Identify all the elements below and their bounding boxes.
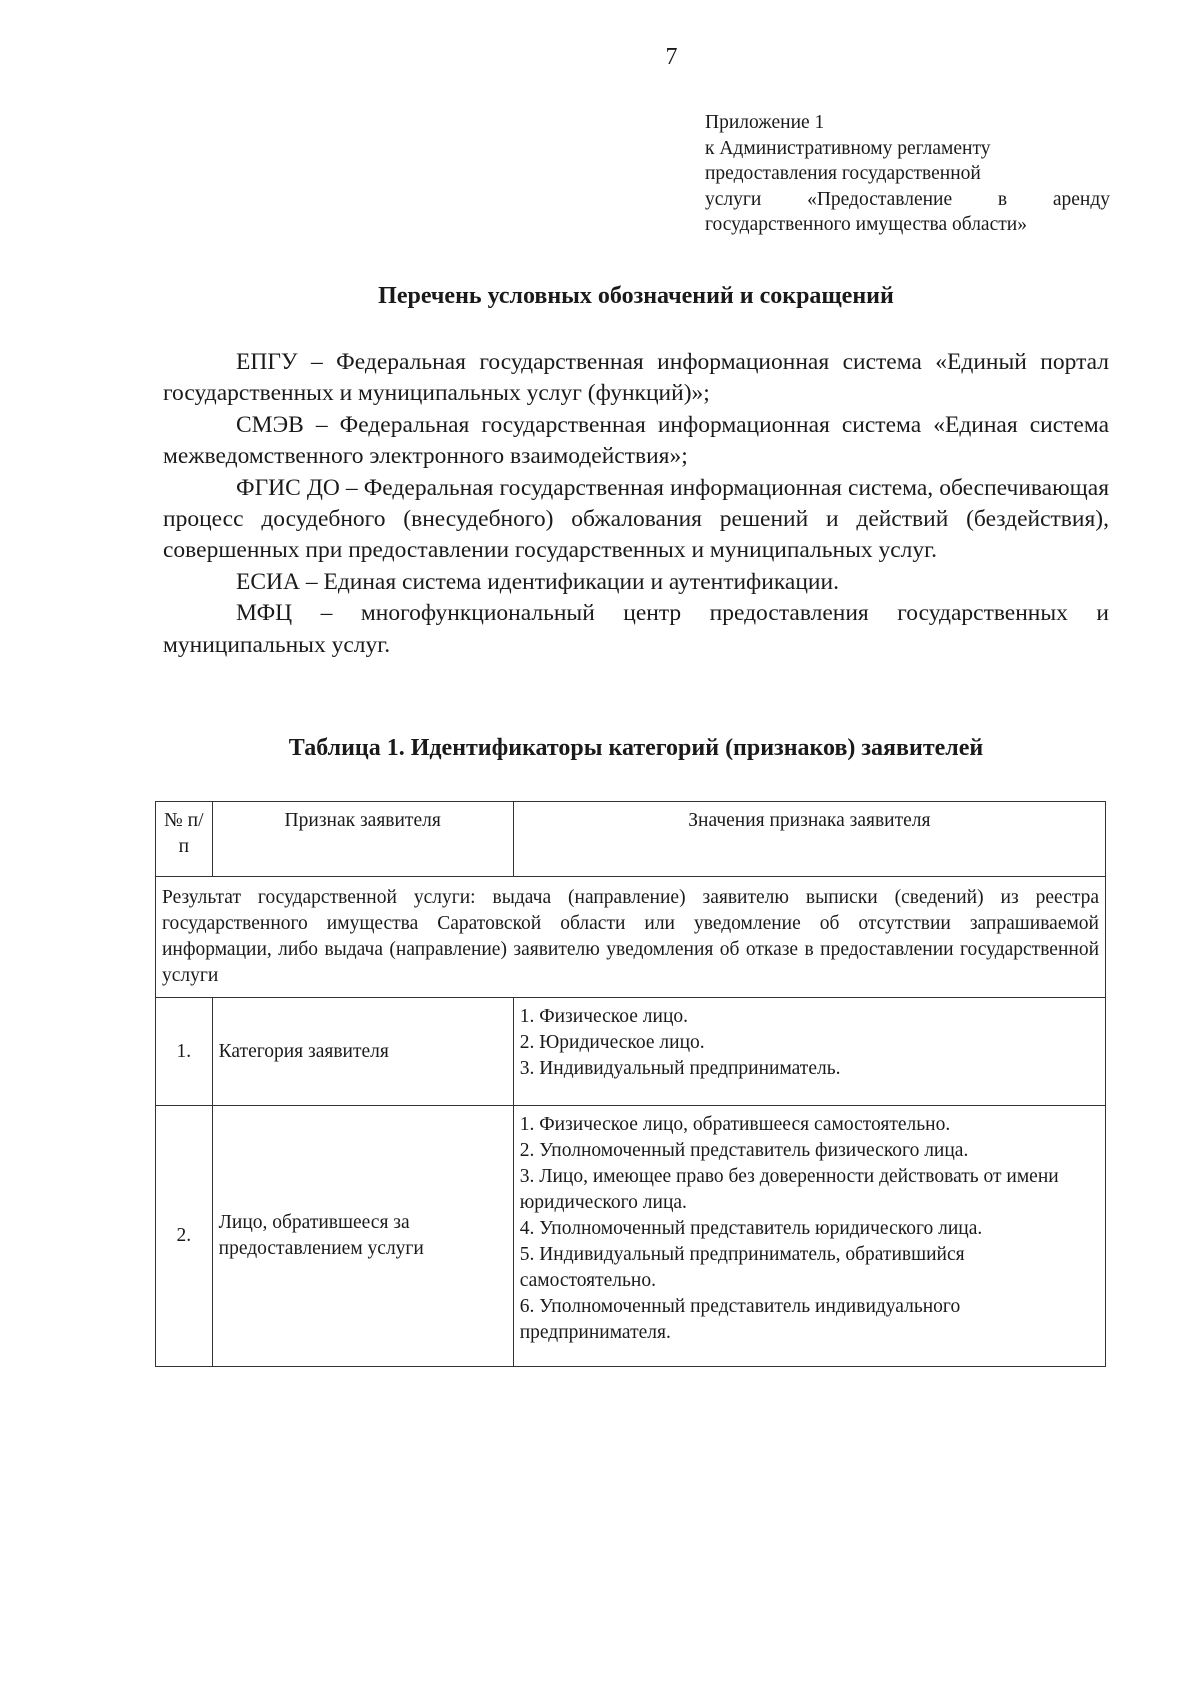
- table-row: [156, 998, 1106, 1106]
- appendix-line: государственного имущества области»: [705, 214, 1027, 235]
- header-num: № п/п: [156, 802, 213, 877]
- row-values: [513, 998, 1105, 1106]
- appendix-word: услуги: [705, 188, 762, 210]
- value-item: 1. Физическое лицо, обратившееся самостоятельно.: [519, 1114, 951, 1135]
- value-item: 4. Уполномоченный представитель юридического лица.: [519, 1218, 983, 1239]
- appendix-line: предоставления государственной: [705, 163, 981, 184]
- table-row: [156, 1106, 1106, 1367]
- header-values: Значения признака заявителя: [513, 802, 1105, 877]
- abbreviation-item: ФГИС ДО – Федеральная государственная информационная система, обеспечивающая процесс досудебного (внесудебного) обжалования решений и действий (бездействия), совершенных при предоставлении государственных и муниципальных услуг.: [163, 474, 1109, 564]
- appendix-note: [705, 110, 1110, 238]
- abbreviation-list: [163, 347, 1109, 661]
- service-result-cell: Результат государственной услуги: выдача (направление) заявителю выписки (сведений) из реестра государственного имущества Саратовской области или уведомление об отсутствии запрашиваемой информации, либо выдача (направление) заявителю уведомления об отказе в предоставлении государственной услуги: [156, 877, 1106, 998]
- table-header-row: [156, 802, 1106, 877]
- value-item: 1. Физическое лицо.: [519, 1006, 689, 1027]
- abbreviation-item: ЕСИА – Единая система идентификации и аутентификации.: [236, 568, 839, 595]
- value-item: 2. Уполномоченный представитель физического лица.: [519, 1140, 969, 1161]
- appendix-line: Приложение 1: [705, 112, 825, 133]
- value-item: 2. Юридическое лицо.: [519, 1032, 705, 1053]
- table-title: Таблица 1. Идентификаторы категорий (признаков) заявителей: [288, 735, 984, 761]
- appendix-word: аренду: [1052, 188, 1110, 210]
- value-item: 3. Лицо, имеющее право без доверенности действовать от имени юридического лица.: [519, 1166, 1059, 1213]
- document-title: Перечень условных обозначений и сокращений: [378, 283, 894, 309]
- value-item: 5. Индивидуальный предприниматель, обратившийся самостоятельно.: [519, 1244, 965, 1291]
- abbreviation-item: МФЦ – многофункциональный центр предоставления государственных и муниципальных услуг.: [163, 600, 1109, 658]
- abbreviation-item: СМЭВ – Федеральная государственная информационная система «Единая система межведомственного электронного взаимодействия»;: [163, 411, 1109, 470]
- appendix-word: «Предоставление: [807, 188, 953, 210]
- appendix-justified-line: [705, 187, 1110, 213]
- value-item: 3. Индивидуальный предприниматель.: [519, 1058, 841, 1079]
- appendix-line: к Административному регламенту: [705, 137, 991, 159]
- row-attribute: Лицо, обратившееся за предоставлением услуги: [212, 1106, 513, 1367]
- appendix-word: в: [997, 188, 1008, 210]
- row-attribute: Категория заявителя: [212, 998, 513, 1106]
- result-row: [156, 877, 1106, 998]
- value-item: 6. Уполномоченный представитель индивидуального предпринимателя.: [519, 1296, 961, 1343]
- header-attribute: Признак заявителя: [212, 802, 513, 877]
- page-number: 7: [665, 44, 678, 70]
- abbreviation-item: ЕПГУ – Федеральная государственная информационная система «Единый портал государственных и муниципальных услуг (функций)»;: [163, 349, 1109, 407]
- applicant-identifiers-table: [155, 801, 1106, 1367]
- row-number: 1.: [156, 998, 213, 1106]
- row-values: [513, 1106, 1105, 1367]
- row-number: 2.: [156, 1106, 213, 1367]
